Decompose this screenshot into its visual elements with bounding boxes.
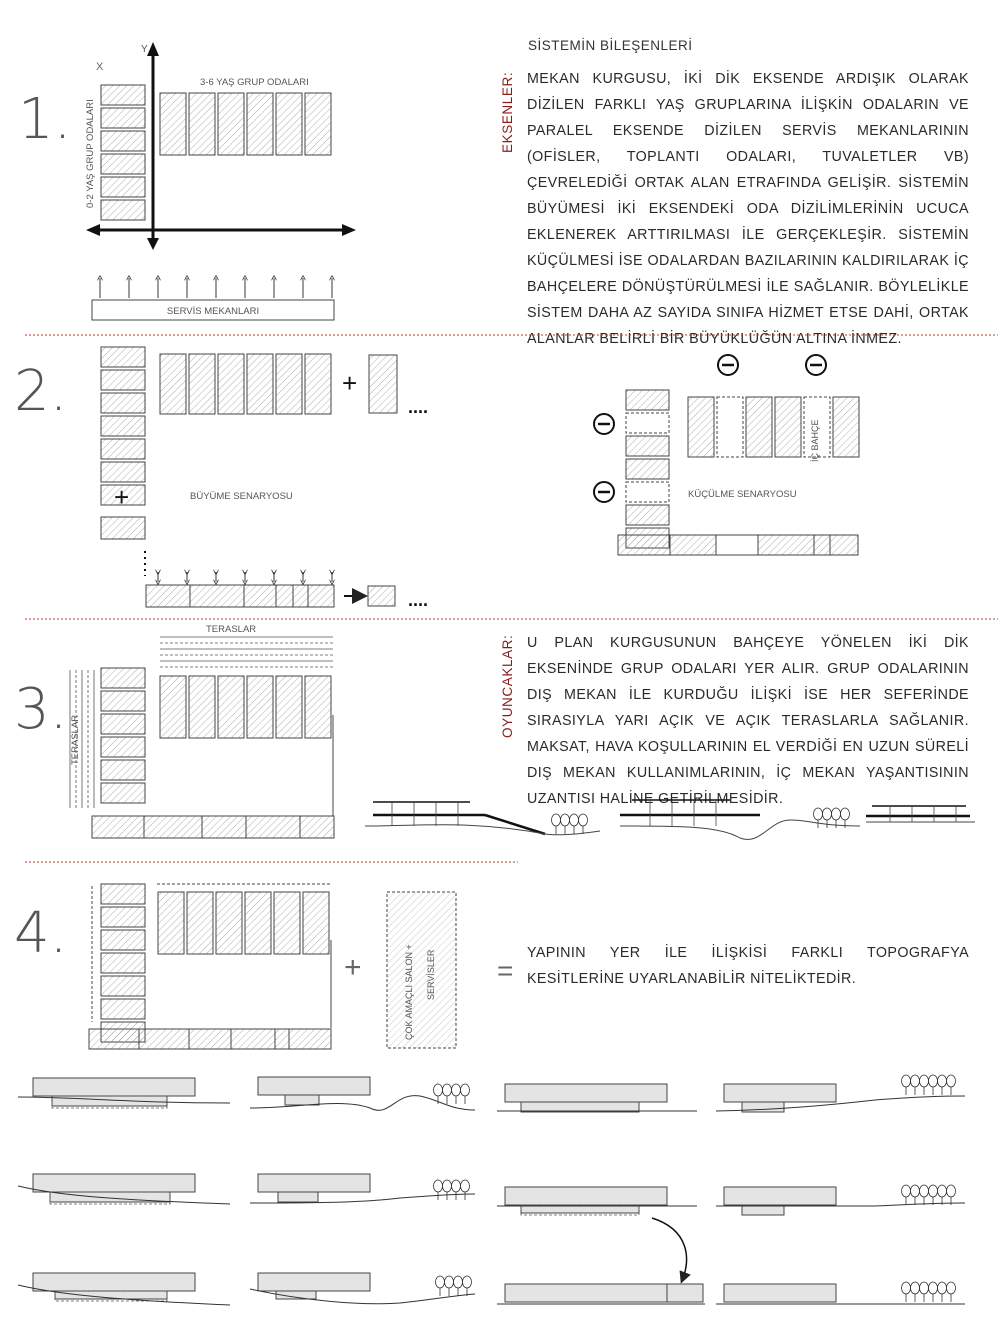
room	[218, 354, 244, 414]
room	[305, 354, 331, 414]
room	[101, 884, 145, 904]
building-block	[33, 1078, 195, 1096]
room	[833, 397, 859, 457]
section-heading: SİSTEMİN BİLEŞENLERİ	[528, 38, 693, 53]
tree-crown	[920, 1282, 929, 1294]
room	[274, 892, 300, 954]
tree-crown	[463, 1276, 472, 1288]
axis-y-label: Y	[141, 44, 148, 55]
terrace-lines-top	[160, 637, 333, 667]
service-arrows	[100, 278, 332, 298]
service-bar	[146, 585, 334, 607]
room	[101, 347, 145, 367]
room	[101, 85, 145, 105]
room	[101, 370, 145, 390]
plus-sign-right: +	[342, 368, 358, 398]
label-salon: ÇOK AMAÇLI SALON +	[404, 944, 414, 1040]
removed-service	[716, 535, 758, 555]
label-teraslar-left: TERASLAR	[70, 714, 81, 765]
room	[775, 397, 801, 457]
plus-salon: +	[344, 951, 362, 984]
room	[626, 505, 669, 525]
room	[160, 354, 186, 414]
room	[305, 676, 331, 738]
room	[626, 413, 669, 433]
label-0-2: 0-2 YAŞ GRUP ODALARI	[85, 99, 96, 208]
room	[626, 459, 669, 479]
room	[218, 93, 244, 155]
room	[101, 953, 145, 973]
room	[101, 737, 145, 757]
section-4-diagram	[89, 884, 513, 1049]
building-block	[285, 1095, 319, 1105]
tree-crown	[561, 814, 570, 826]
room	[158, 892, 184, 954]
section-2-diagram	[101, 347, 859, 610]
tree-crown	[929, 1075, 938, 1087]
step-number-1: 1.	[18, 87, 72, 152]
tree-crown	[461, 1180, 470, 1192]
eksenler-label: EKSENLER:	[500, 71, 515, 153]
room	[101, 393, 145, 413]
service-bar	[92, 816, 334, 838]
service-bar-growth	[146, 585, 334, 607]
label-buyume: BÜYÜME SENARYOSU	[190, 491, 293, 502]
room	[247, 676, 273, 738]
step-number-4: 4.	[14, 901, 68, 966]
building-block	[724, 1084, 836, 1102]
topography-sections	[18, 1075, 965, 1305]
room	[276, 354, 302, 414]
tree-crown	[434, 1180, 443, 1192]
tree-crown	[947, 1075, 956, 1087]
building-block	[258, 1077, 370, 1095]
rooms-column-shrink	[626, 390, 669, 548]
room	[101, 668, 145, 688]
room	[101, 691, 145, 711]
tree-crown	[443, 1084, 452, 1096]
terrace-section-3	[866, 806, 975, 822]
tree-crown	[929, 1282, 938, 1294]
section-3-diagram	[70, 624, 975, 840]
tree-crown	[570, 814, 579, 826]
oyuncaklar-label: OYUNCAKLAR:	[500, 634, 515, 738]
room	[101, 999, 145, 1019]
building-block	[258, 1273, 370, 1291]
room	[626, 436, 669, 456]
room	[101, 416, 145, 436]
service-bar-shrink	[618, 535, 858, 555]
tree-crown	[452, 1180, 461, 1192]
service-bar-terrace	[92, 816, 334, 838]
oyuncaklar-paragraph: U PLAN KURGUSUNUN BAHÇEYE YÖNELEN İKİ DİK EKSENİNDE GRUP ODALARI YER ALIR. GRUP ODALARININ DIŞ MEKAN İLE KURDUĞU İLİŞKİ İSE HER SEFERİNDE SIRASIYLA YARI AÇIK VE AÇIK TERASLARLA SAĞLANIR. MAKSAT, HAVA KOŞULLARININ EL VERDİĞİ EN UZUN SÜRELİ DIŞ MEKAN KULLANIMLARININ, İÇ MEKAN YAŞANTISININ UZANTISI HALİNE GETİRİLMESİDİR.	[527, 635, 969, 807]
building-block	[258, 1174, 370, 1192]
room	[101, 976, 145, 996]
building-block	[278, 1192, 318, 1202]
added-room-bottom	[101, 517, 145, 539]
tree-crown	[947, 1282, 956, 1294]
room	[189, 354, 215, 414]
label-teraslar-top: TERASLAR	[206, 624, 257, 635]
room	[160, 676, 186, 738]
tree-crown	[902, 1185, 911, 1197]
rooms-3-6-row	[160, 93, 331, 155]
room	[101, 907, 145, 927]
rooms-column-final	[101, 884, 145, 1042]
transform-arrow	[652, 1218, 687, 1278]
tree-crown	[911, 1075, 920, 1087]
room	[160, 93, 186, 155]
room	[189, 676, 215, 738]
step-number-3: 3.	[14, 677, 68, 742]
label-servisler: SERVİSLER	[426, 949, 436, 1000]
tree-crown	[938, 1282, 947, 1294]
room	[305, 93, 331, 155]
room	[276, 93, 302, 155]
tree-crown	[920, 1075, 929, 1087]
room	[688, 397, 714, 457]
dots-bottom: ....	[408, 590, 429, 610]
terrace-section-1	[365, 802, 600, 835]
building-block	[505, 1284, 667, 1302]
tree-crown	[902, 1075, 911, 1087]
building-block	[505, 1187, 667, 1205]
room	[101, 200, 145, 220]
tree-crown	[938, 1075, 947, 1087]
added-service	[368, 586, 395, 606]
room	[626, 390, 669, 410]
tree-crown	[443, 1180, 452, 1192]
room	[101, 462, 145, 482]
service-bar-final	[89, 1029, 331, 1049]
eksenler-paragraph: MEKAN KURGUSU, İKİ DİK EKSENDE ARDIŞIK OLARAK DİZİLEN FARKLI YAŞ GRUPLARINA İLİŞKİN ODALARIN VE PARALEL EKSENDE DİZİLEN SERVİS MEKANLARININ (OFİSLER, TOPLANTI ODALARI, TUVALETLER VB) ÇEVRELEDİĞİ ORTAK ALAN ETRAFINDA GELİŞİR. SİSTEMİN BÜYÜMESİ İKİ EKSENDEKİ ODA DİZİLİMLERİNİN UCUCA EKLENEREK ARTTIRILMASI İLE GERÇEKLEŞİR. SİSTEMİN KÜÇÜLMESİ İSE ODALARDAN BAZILARININ KALDIRILARAK İÇ BAHÇELERE DÖNÜŞTÜRÜLMESİ İLE SAĞLANIR. BÖYLELİKLE SİSTEM DAHA AZ SAYIDA SINIFA HİZMET ETSE DAHİ, ORTAK ALANLAR BELİRLİ BİR BÜYÜKLÜĞÜN ALTINA İNMEZ.	[527, 71, 969, 347]
tree-crown	[445, 1276, 454, 1288]
room	[101, 108, 145, 128]
tree-crown	[841, 808, 850, 820]
label-3-6: 3-6 YAŞ GRUP ODALARI	[200, 77, 309, 88]
room	[247, 93, 273, 155]
room	[746, 397, 772, 457]
tree-crown	[452, 1084, 461, 1096]
rooms-row-final	[158, 892, 329, 954]
room	[101, 714, 145, 734]
service-double-arrows	[158, 572, 332, 582]
axis-x-label: X	[96, 61, 104, 73]
dots-right: ....	[408, 397, 429, 417]
topografya-paragraph: YAPININ YER İLE İLİŞKİSİ FARKLI TOPOGRAFYA KESİTLERİNE UYARLANABİLİR NİTELİKTEDİR.	[527, 945, 969, 987]
tree-crown	[814, 808, 823, 820]
terrace-section-2	[620, 800, 860, 840]
rooms-row-terrace	[160, 676, 331, 738]
label-ic-bahce: İÇ BAHÇE	[810, 419, 820, 462]
tree-crown	[436, 1276, 445, 1288]
room	[101, 760, 145, 780]
tree-crown	[823, 808, 832, 820]
multipurpose-hall	[387, 892, 456, 1048]
room	[216, 892, 242, 954]
tree-crown	[911, 1282, 920, 1294]
tree-crown	[434, 1084, 443, 1096]
room	[626, 482, 669, 502]
rooms-row-shrink	[688, 397, 859, 457]
equals-sign: =	[497, 955, 514, 986]
tree-crown	[832, 808, 841, 820]
room	[101, 930, 145, 950]
building-block	[52, 1096, 167, 1106]
tree-crown	[938, 1185, 947, 1197]
room	[303, 892, 329, 954]
tree-crown	[920, 1185, 929, 1197]
tree-crown	[929, 1185, 938, 1197]
rooms-row-growth	[160, 354, 331, 414]
rooms-column-terrace	[101, 668, 145, 803]
room	[101, 783, 145, 803]
building-block	[505, 1084, 667, 1102]
rooms-0-2-column	[101, 85, 145, 220]
plus-sign-bottom: +	[114, 482, 130, 512]
tree-crown	[454, 1276, 463, 1288]
room	[189, 93, 215, 155]
tree-crown	[902, 1282, 911, 1294]
room	[101, 131, 145, 151]
room	[101, 154, 145, 174]
room	[276, 676, 302, 738]
tree-crown	[911, 1185, 920, 1197]
building-block	[724, 1187, 836, 1205]
room	[245, 892, 271, 954]
label-servis: SERVİS MEKANLARI	[166, 306, 260, 317]
tree-crown	[579, 814, 588, 826]
tree-crown	[947, 1185, 956, 1197]
building-block	[33, 1273, 195, 1291]
room	[101, 177, 145, 197]
label-kuculme: KÜÇÜLME SENARYOSU	[688, 489, 797, 500]
building-block	[724, 1284, 836, 1302]
ground-line	[250, 1096, 475, 1111]
tree-crown	[461, 1084, 470, 1096]
service-bar	[89, 1029, 331, 1049]
step-number-2: 2.	[14, 359, 68, 424]
room	[101, 439, 145, 459]
building-block	[667, 1284, 703, 1302]
room	[247, 354, 273, 414]
tree-crown	[552, 814, 561, 826]
room	[187, 892, 213, 954]
room	[218, 676, 244, 738]
building-block	[33, 1174, 195, 1192]
room	[717, 397, 743, 457]
section-1-diagram	[85, 42, 356, 320]
added-room-right	[369, 355, 397, 413]
